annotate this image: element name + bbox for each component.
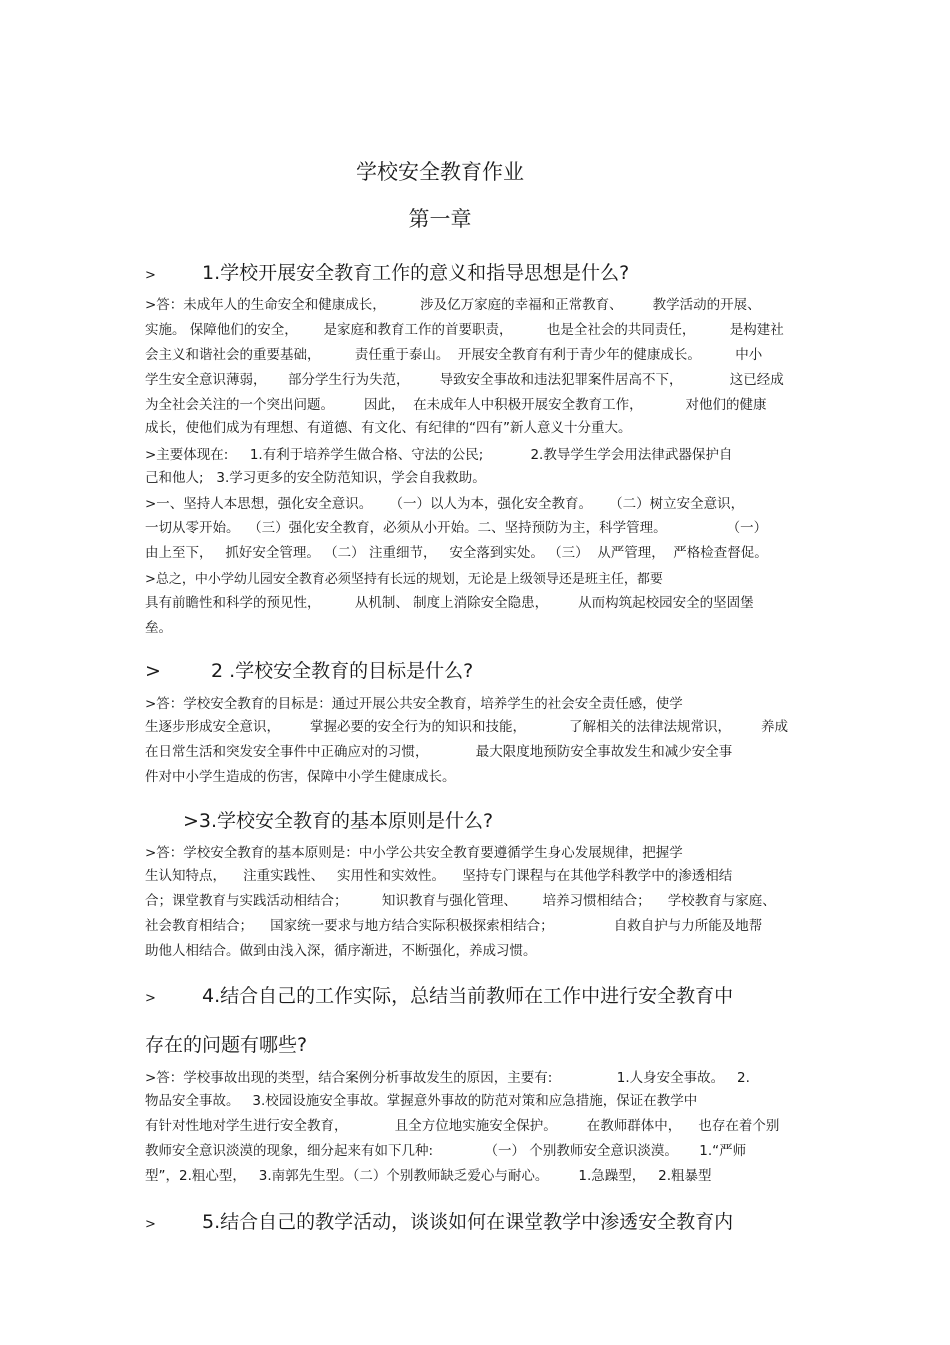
answer-3-line: 社会教育相结合； 国家统一要求与地方结合实际积极探索相结合； 自救自护与力所能及地帮 <box>145 918 763 934</box>
question-1-text: 1.学校开展安全教育工作的意义和指导思想是什么? <box>202 262 630 284</box>
answer-1-line: 学生安全意识薄弱， 部分学生行为失范， 导致安全事故和违法犯罪案件居高不下， 这已经成 <box>145 372 784 388</box>
question-5-heading <box>145 1207 733 1234</box>
answer-4-line: 教师安全意识淡漠的现象，细分起来有如下几种: （一） 个别教师安全意识淡漠。 1.“严师 <box>145 1143 747 1159</box>
answer-3-line: 合；课堂教育与实践活动相结合； 知识教育与强化管理、 培养习惯相结合； 学校教育与家庭、 <box>145 893 776 909</box>
question-1-marker: > <box>145 268 156 283</box>
question-4-text: 4.结合自己的工作实际，总结当前教师在工作中进行安全教育中 <box>202 985 734 1007</box>
answer-1-line: 具有前瞻性和科学的预见性， 从机制、 制度上消除安全隐患， 从而构筑起校园安全的坚固堡 <box>145 595 754 611</box>
question-2-marker: > <box>145 660 161 682</box>
question-3-heading <box>183 806 493 833</box>
answer-1-line: 己和他人; 3.学习更多的安全防范知识，学会自我救助。 <box>145 470 486 486</box>
answer-1-line: >答：未成年人的生命安全和健康成长， 涉及亿万家庭的幸福和正常教育、 教学活动的开展、 <box>145 297 761 313</box>
question-5-marker: > <box>145 1217 156 1232</box>
answer-2-line: 件对中小学生造成的伤害，保障中小学生健康成长。 <box>145 769 456 785</box>
answer-1-line: 会主义和谐社会的重要基础， 责任重于泰山。 开展安全教育有利于青少年的健康成长。 中小 <box>145 347 763 363</box>
answer-1-line: 由上至下， 抓好安全管理。 （二） 注重细节， 安全落到实处。 （三） 从严管理， 严格检查督促。 <box>145 545 768 561</box>
answer-3-line: >答：学校安全教育的基本原则是：中小学公共安全教育要遵循学生身心发展规律，把握学 <box>145 845 683 861</box>
answer-1-line: >总之，中小学幼儿园安全教育必须坚持有长远的规划，无论是上级领导还是班主任，都要 <box>145 572 663 587</box>
answer-2-line: >答：学校安全教育的目标是：通过开展公共安全教育，培养学生的社会安全责任感，使学 <box>145 696 683 712</box>
question-2-text: 2 .学校安全教育的目标是什么? <box>211 660 474 682</box>
answer-1-line: 成长，使他们成为有理想、有道德、有文化、有纪律的“四有”新人意义十分重大。 <box>145 420 632 436</box>
answer-1-line: >一、坚持人本思想，强化安全意识。 （一）以人为本，强化安全教育。 （二）树立安全意识， <box>145 496 745 512</box>
answer-4-line: >答：学校事故出现的类型，结合案例分析事故发生的原因，主要有: 1.人身安全事故。 2. <box>145 1070 750 1086</box>
answer-3-line: 助他人相结合。做到由浅入深，循序渐进，不断强化，养成习惯。 <box>145 943 537 959</box>
question-3-marker: > <box>183 810 199 832</box>
answer-1-line: 一切从零开始。 （三）强化安全教育，必须从小开始。二、坚持预防为主，科学管理。 （一） <box>145 520 768 536</box>
question-4-continuation: 存在的问题有哪些? <box>145 1034 308 1056</box>
answer-4-line: 物品安全事故。 3.校园设施安全事故。掌握意外事故的防范对策和应急措施，保证在教学中 <box>145 1093 698 1109</box>
answer-1-line: >主要体现在: 1.有利于培养学生做合格、守法的公民; 2.教导学生学会用法律武器保护自 <box>145 447 733 463</box>
question-3-text: 3.学校安全教育的基本原则是什么? <box>198 810 494 832</box>
question-1-heading <box>145 258 629 285</box>
answer-1-line: 为全社会关注的一个突出问题。 因此， 在未成年人中积极开展安全教育工作， 对他们的健康 <box>145 397 767 413</box>
answer-2-line: 生逐步形成安全意识， 掌握必要的安全行为的知识和技能， 了解相关的法律法规常识， 养成 <box>145 719 788 735</box>
chapter-heading: 第一章 <box>408 207 472 231</box>
answer-2-line: 在日常生活和突发安全事件中正确应对的习惯， 最大限度地预防安全事故发生和减少安全事 <box>145 744 733 760</box>
answer-4-line: 有针对性地对学生进行安全教育， 且全方位地实施安全保护。 在教师群体中， 也存在着个别 <box>145 1118 780 1134</box>
question-2-heading <box>145 656 473 683</box>
document-title: 学校安全教育作业 <box>356 160 524 184</box>
answer-4-line: 型”，2.粗心型， 3.南郭先生型。（二）个别教师缺乏爱心与耐心。 1.急躁型， 2.粗暴型 <box>145 1168 712 1184</box>
question-4-marker: > <box>145 991 156 1006</box>
answer-1-line: 实施。 保障他们的安全， 是家庭和教育工作的首要职责， 也是全社会的共同责任， 是构建社 <box>145 322 784 338</box>
question-5-text: 5.结合自己的教学活动，谈谈如何在课堂教学中渗透安全教育内 <box>202 1211 734 1233</box>
answer-1-line: 垒。 <box>145 620 172 636</box>
question-4-heading <box>145 981 733 1008</box>
answer-3-line: 生认知特点， 注重实践性、 实用性和实效性。 坚持专门课程与在其他学科教学中的渗透相结 <box>145 868 733 884</box>
